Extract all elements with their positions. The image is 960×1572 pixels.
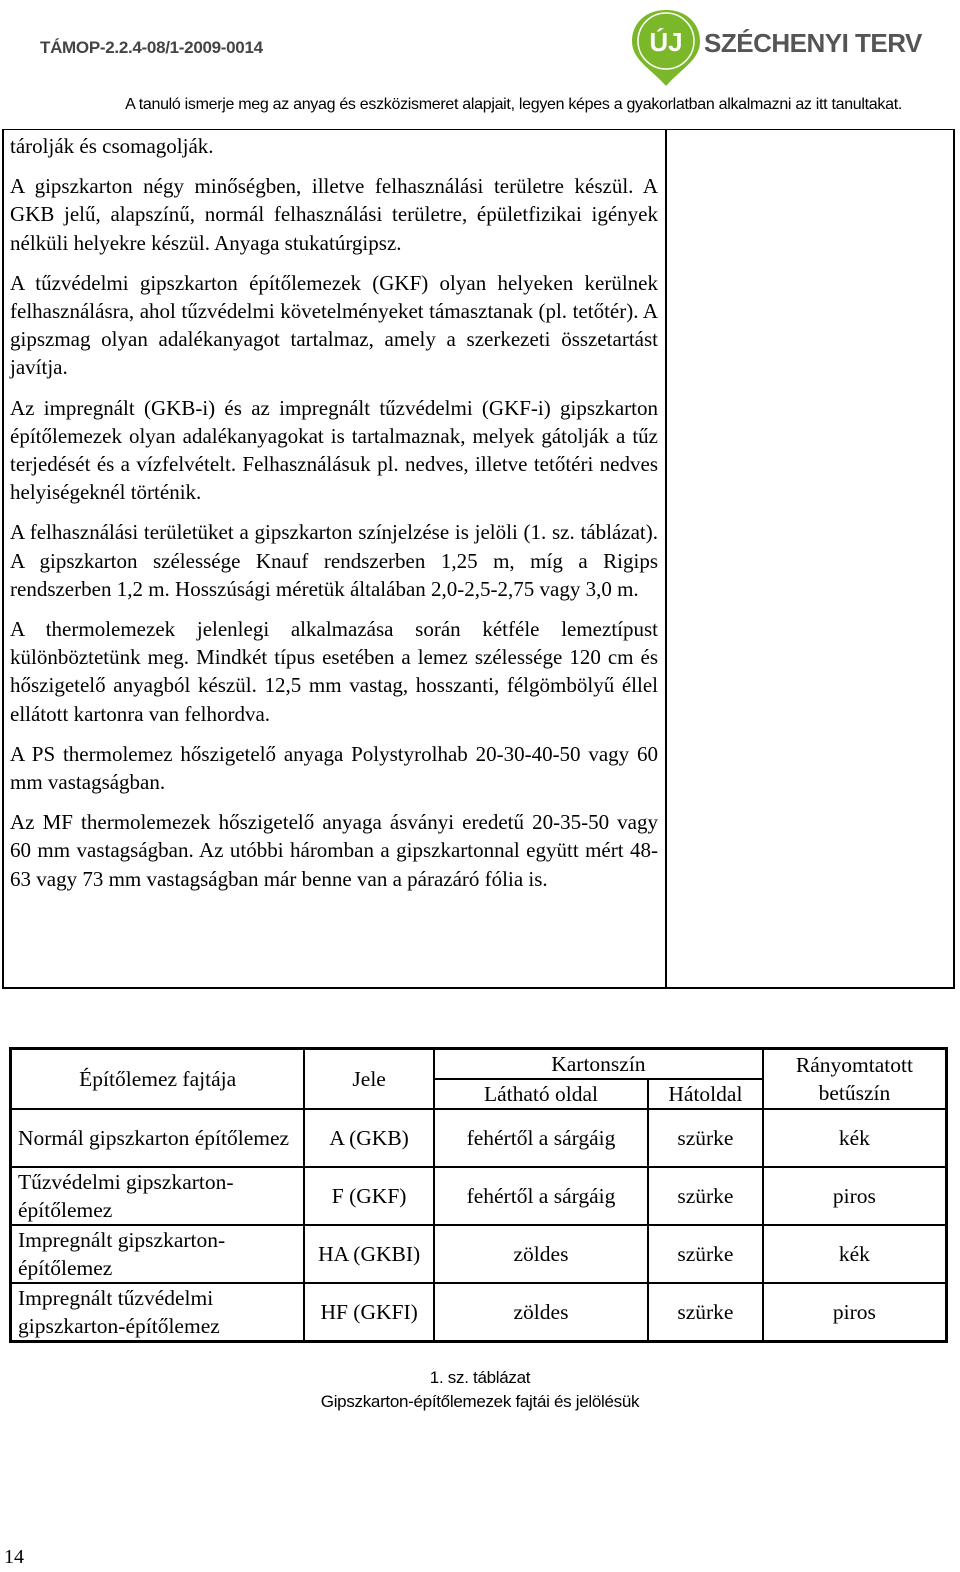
cell-visible: zöldes	[434, 1283, 648, 1342]
cell-back: szürke	[648, 1283, 763, 1342]
header-subtitle: A tanuló ismerje meg az anyag és eszközismeret alapjait, legyen képes a gyakorlatban alkalmazni az itt tanultakat.	[125, 96, 902, 113]
table-row	[11, 1225, 947, 1283]
header-back-side: Hátoldal	[648, 1079, 763, 1109]
table-caption-number: 1. sz. táblázat	[429, 1368, 531, 1387]
page-number: 14	[4, 1546, 24, 1568]
frame-divider	[665, 129, 667, 989]
paragraph: tárolják és csomagolják.	[10, 134, 214, 158]
logo-text: SZÉCHENYI TERV	[704, 28, 922, 58]
table-row	[11, 1109, 947, 1167]
cell-mark: HA (GKBI)	[304, 1225, 434, 1283]
cell-visible: fehértől a sárgáig	[434, 1167, 648, 1225]
paragraph: A felhasználási területüket a gipszkarton színjelzése is jelöli (1. sz. táblázat). A gipszkarton szélessége Knauf rendszerben 1,25 m, míg a Rigips rendszerben 1,2 m. Hosszúsági méretük általában 2,0-2,5-2,75 vagy 3,0 m.	[10, 520, 658, 601]
paragraph: A tűzvédelmi gipszkarton építőlemezek (GKF) olyan helyeken kerülnek felhasználásra, ahol tűzvédelmi követelményeket támasztanak (pl. tetőtér). A gipszmag olyan adalékanyagot tartalmaz, amely a szerkezeti összetartást javítja.	[10, 270, 658, 380]
cell-back: szürke	[648, 1225, 763, 1283]
szechenyi-terv-logo	[630, 8, 922, 88]
paragraph: Az MF thermolemezek hőszigetelő anyaga ásványi eredetű 20-35-50 vagy 60 mm vastagságban. Az utóbbi háromban a gipszkartonnal együtt mért 48-63 vagy 73 mm vastagságban már benne van a párazáró fólia is.	[10, 810, 658, 891]
cell-mark: F (GKF)	[304, 1167, 434, 1225]
project-code: TÁMOP-2.2.4-08/1-2009-0014	[40, 38, 263, 57]
cell-print: piros	[763, 1283, 947, 1342]
table-caption-title: Gipszkarton-építőlemezek fajtái és jelölésük	[320, 1392, 640, 1411]
paragraph: A gipszkarton négy minőségben, illetve felhasználási területre készül. A GKB jelű, alapszínű, normál felhasználási területre, épületfizikai igények nélküli helyekre készül. Anyaga stukatúrgipsz.	[10, 174, 658, 255]
cell-print: piros	[763, 1167, 947, 1225]
header-carton-color: Kartonszín	[434, 1049, 763, 1080]
table-row	[11, 1167, 947, 1225]
cell-type: Tűzvédelmi gipszkarton-építőlemez	[11, 1167, 305, 1225]
cell-back: szürke	[648, 1109, 763, 1167]
cell-print: kék	[763, 1225, 947, 1283]
cell-type: Impregnált tűzvédelmi gipszkarton-építőlemez	[11, 1283, 305, 1342]
cell-visible: zöldes	[434, 1225, 648, 1283]
paragraph: Az impregnált (GKB-i) és az impregnált tűzvédelmi (GKF-i) gipszkarton építőlemezek olyan adalékanyagokat is tartalmaznak, melyek gátolják a tűz terjedését és a vízfelvételt. Felhasználásuk pl. nedves, illetve tetőtéri nedves helyiségeknél történik.	[10, 395, 658, 505]
cell-type: Impregnált gipszkarton-építőlemez	[11, 1225, 305, 1283]
cell-print: kék	[763, 1109, 947, 1167]
header-print-color: Rányomtatott betűszín	[763, 1049, 947, 1110]
cell-type: Normál gipszkarton építőlemez	[11, 1109, 305, 1167]
logo-pin-icon	[630, 8, 710, 88]
paragraph: A thermolemezek jelenlegi alkalmazása során kétféle lemeztípust különböztetünk meg. Mindkét típus esetében a lemez szélessége 120 cm és hőszigetelő anyagból készül. 12,5 mm vastag, hosszanti, félgömbölyű éllel ellátott kartonra van felhordva.	[10, 617, 658, 726]
body-text-column	[10, 132, 658, 905]
cell-visible: fehértől a sárgáig	[434, 1109, 648, 1167]
header-type: Építőlemez fajtája	[11, 1049, 305, 1110]
plasterboard-table	[9, 1047, 948, 1343]
cell-mark: HF (GKFI)	[304, 1283, 434, 1342]
header-visible-side: Látható oldal	[434, 1079, 648, 1109]
cell-back: szürke	[648, 1167, 763, 1225]
header-mark: Jele	[304, 1049, 434, 1110]
paragraph: A PS thermolemez hőszigetelő anyaga Polystyrolhab 20-30-40-50 vagy 60 mm vastagságban.	[10, 741, 658, 795]
cell-mark: A (GKB)	[304, 1109, 434, 1167]
table-row	[11, 1283, 947, 1342]
logo-badge: ÚJ	[649, 27, 683, 57]
